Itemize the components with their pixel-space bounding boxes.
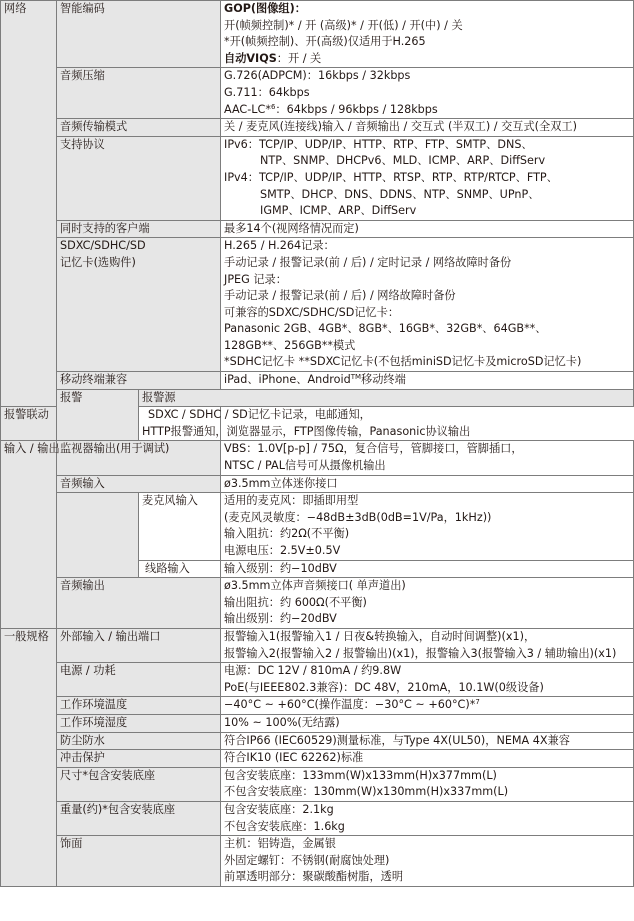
- value-line: 前罩透明部分：聚碳酸酯树脂，透明: [224, 870, 404, 884]
- row-label-clients: 同时支持的客户端: [57, 220, 221, 238]
- table-row: [1, 714, 634, 732]
- value-line: 输出级别：约−20dBV: [224, 612, 337, 626]
- table-row: [1, 767, 634, 801]
- value-line: 适用的麦克风：即插即用型: [224, 494, 359, 508]
- section-io: 输入 / 输出: [1, 441, 57, 629]
- row-label-alarm-source: 报警源: [139, 389, 634, 407]
- table-row: [1, 68, 634, 119]
- table-row: [1, 750, 634, 768]
- row-label-audio-out: 音频输出: [57, 578, 221, 629]
- trademark-mark: TM: [350, 373, 362, 382]
- table-row: [1, 1, 634, 68]
- row-value-ext-io: [221, 628, 634, 662]
- value-line: NTP、SNMP、DHCPv6、MLD、ICMP、ARP、DiffServ: [260, 154, 546, 168]
- row-label-dimensions: 尺寸*包含安装底座: [57, 767, 221, 801]
- row-value-audio-transmission: 关 / 麦克风(连接线)输入 / 音频输出 / 交互式 (半双工) / 交互式(全双工): [221, 119, 634, 137]
- value-line: JPEG 记录：: [224, 272, 287, 286]
- row-label-impact: 冲击保护: [57, 750, 221, 768]
- table-row: [1, 119, 634, 137]
- row-label-waterproof: 防尘防水: [57, 732, 221, 750]
- row-value-dimensions: [221, 767, 634, 801]
- table-row: [1, 441, 634, 475]
- row-value-line-in: 输入级别：约−10dBV: [221, 560, 634, 578]
- row-label-audio-in: 音频输入: [57, 475, 221, 493]
- gop-title: GOP(图像组)：: [224, 2, 306, 15]
- value-line: ø3.5mm立体声音频接口( 单声道出): [224, 579, 406, 593]
- row-label-audio-compression: 音频压缩: [57, 68, 221, 119]
- table-row: [1, 663, 634, 697]
- viqs-title: 自动VIQS: [224, 51, 277, 65]
- row-label-protocols: 支持协议: [57, 136, 221, 220]
- value-line: 外固定螺钉：不锈钢(耐腐蚀处理): [224, 853, 390, 867]
- row-label-mic-in: 麦克风输入: [139, 493, 221, 560]
- value-line: H.265 / H.264记录：: [224, 239, 335, 253]
- blank-cell: [57, 493, 139, 578]
- value-text: 移动终端: [361, 373, 406, 387]
- table-row: [1, 628, 634, 662]
- table-row: [1, 801, 634, 835]
- value-text: −40°C ~ +60°C(操作温度：−30°C ~ +60°C)*: [224, 698, 476, 712]
- value-text: AAC-LC*: [224, 102, 271, 116]
- row-value-monitor: [221, 441, 634, 475]
- value-line: [224, 102, 633, 119]
- footnote-mark: 7: [475, 698, 480, 707]
- row-label-weight: 重量(约)*包含安装底座: [57, 801, 221, 835]
- value-line: 输入阻抗：约2Ω(不平衡): [224, 527, 350, 541]
- row-value-audio-in: ø3.5mm立体迷你接口: [221, 475, 634, 493]
- value-line: 输出阻抗：约 600Ω(不平衡): [224, 595, 367, 609]
- value-line: G.726(ADPCM)：16kbps / 32kbps: [224, 69, 411, 83]
- section-alarm: 报警: [57, 389, 139, 441]
- value-line: 报警输入2(报警输入2 / 报警输出)(x1)，报警输入3(报警输入3 / 辅助输出)(x1): [224, 646, 617, 660]
- value-line: SDXC / SDHC / SD记忆卡记录，电邮通知，: [148, 408, 371, 422]
- row-value-weight: [221, 801, 634, 835]
- value-line: 主机：铝铸造，金属银: [224, 837, 336, 851]
- value-line: 不包含安装底座：130mm(W)x130mm(H)x337mm(L): [224, 785, 509, 799]
- row-label-smart-coding: 智能编码: [57, 1, 221, 68]
- row-value-finish: [221, 836, 634, 887]
- value-line: 包含安装底座：2.1kg: [224, 802, 334, 816]
- table-row: [1, 732, 634, 750]
- table-row: [1, 136, 634, 220]
- row-label-alarm-action: 报警联动: [1, 407, 139, 441]
- label-line: 记忆卡(选购件): [60, 255, 136, 269]
- row-value-mic-in: [221, 493, 634, 560]
- value-line: Panasonic 2GB、4GB*、8GB*、16GB*、32GB*、64GB**、: [224, 322, 547, 336]
- row-value-protocols: [221, 136, 634, 220]
- value-line: IPv4：TCP/IP、UDP/IP、HTTP、RTSP、RTP、RTP/RTCP、FTP、: [224, 170, 558, 184]
- table-row: [1, 372, 634, 390]
- value-text: ：64kbps / 96kbps / 128kbps: [275, 102, 438, 116]
- row-label-power: 电源 / 功耗: [57, 663, 221, 697]
- table-row: [1, 578, 634, 629]
- value-line: 包含安装底座：133mm(W)x133mm(H)x377mm(L): [224, 768, 497, 782]
- value-line: 电源电压：2.5V±0.5V: [224, 544, 341, 557]
- gop-options: 开(帧频控制)* / 开 (高级)* / 开(低) / 开(中) / 关: [224, 18, 463, 32]
- table-row: [1, 389, 634, 407]
- value-line: SMTP、DHCP、DNS、DDNS、NTP、SNMP、UPnP、: [260, 187, 540, 201]
- row-value-audio-out: [221, 578, 634, 629]
- value-line: 128GB**、256GB**模式: [224, 338, 356, 352]
- table-row: [1, 697, 634, 715]
- row-label-humidity: 工作环境湿度: [57, 714, 221, 732]
- table-row: [1, 220, 634, 238]
- value-line: IGMP、ICMP、ARP、DiffServ: [260, 204, 417, 218]
- value-line: NTSC / PAL信号可从摄像机输出: [224, 459, 386, 473]
- value-line: 不包含安装底座：1.6kg: [224, 819, 345, 833]
- row-value-waterproof: 符合IP66 (IEC60529)测量标准，与Type 4X(UL50)，NEMA 4X兼容: [221, 732, 634, 750]
- value-line: 手动记录 / 报警记录(前 / 后) / 网络故障时备份: [224, 289, 456, 303]
- value-line: G.711：64kbps: [224, 85, 310, 99]
- value-line: 报警输入1(报警输入1 / 日夜&转换输入，自动时间调整)(x1)，: [224, 629, 536, 643]
- table-row: [1, 475, 634, 493]
- label-line: SDXC/SDHC/SD: [60, 239, 146, 253]
- row-value-audio-compression: [221, 68, 634, 119]
- row-label-monitor: 监视器输出(用于调试): [57, 441, 221, 475]
- value-line: 可兼容的SDXC/SDHC/SD记忆卡：: [224, 305, 400, 319]
- table-row: [1, 407, 634, 441]
- value-line: PoE(与IEEE802.3兼容)：DC 48V，210mA，10.1W(0级设备): [224, 680, 544, 694]
- row-label-audio-transmission: 音频传输模式: [57, 119, 221, 137]
- row-value-clients: 最多14个(视网络情况而定): [221, 220, 634, 238]
- viqs-options: ：开 / 关: [276, 51, 322, 65]
- row-value-humidity: 10% ~ 100%(无结露): [221, 714, 634, 732]
- row-label-temp: 工作环境温度: [57, 697, 221, 715]
- section-network: 网络: [1, 1, 57, 407]
- row-label-sd-card: [57, 238, 221, 372]
- row-value-smart-coding: [221, 1, 634, 68]
- value-line: *SDHC记忆卡 **SDXC记忆卡(不包括miniSD记忆卡及microSD记忆卡): [224, 355, 582, 369]
- viqs-line: [224, 51, 633, 68]
- table-row: [1, 238, 634, 372]
- row-label-line-in: 线路输入: [139, 560, 221, 578]
- footnote-mark: 6: [270, 102, 276, 111]
- value-line: IPv6：TCP/IP、UDP/IP、HTTP、RTP、FTP、SMTP、DNS、: [224, 137, 533, 151]
- value-text: iPad、iPhone、Android: [224, 373, 351, 387]
- row-label-mobile: 移动终端兼容: [57, 372, 221, 390]
- row-value-power: [221, 663, 634, 697]
- row-value-alarm-action: [139, 407, 471, 441]
- row-value-impact: 符合IK10 (IEC 62262)标准: [221, 750, 634, 768]
- row-label-finish: 饰面: [57, 836, 221, 887]
- section-general: 一般规格: [1, 628, 57, 886]
- value-line: 手动记录 / 报警记录(前 / 后) / 定时记录 / 网络故障时备份: [224, 255, 512, 269]
- row-value-mobile: [221, 372, 634, 390]
- value-line: (麦克风灵敏度：−48dB±3dB(0dB=1V/Pa，1kHz)): [224, 510, 492, 524]
- gop-note: *开(帧频控制)、开(高级)仅适用于H.265: [224, 35, 426, 49]
- row-label-ext-io: 外部输入 / 输出端口: [57, 628, 221, 662]
- value-line: HTTP报警通知，浏览器显示，FTP图像传输，Panasonic协议输出: [142, 424, 471, 438]
- table-row: [1, 836, 634, 887]
- table-row: [1, 493, 634, 560]
- value-line: VBS：1.0V[p-p] / 75Ω，复合信号，管脚接口，管脚插口，: [224, 442, 523, 456]
- row-value-sd-card: [221, 238, 634, 372]
- value-line: 电源：DC 12V / 810mA / 约9.8W: [224, 664, 402, 678]
- row-value-temp: [221, 697, 634, 715]
